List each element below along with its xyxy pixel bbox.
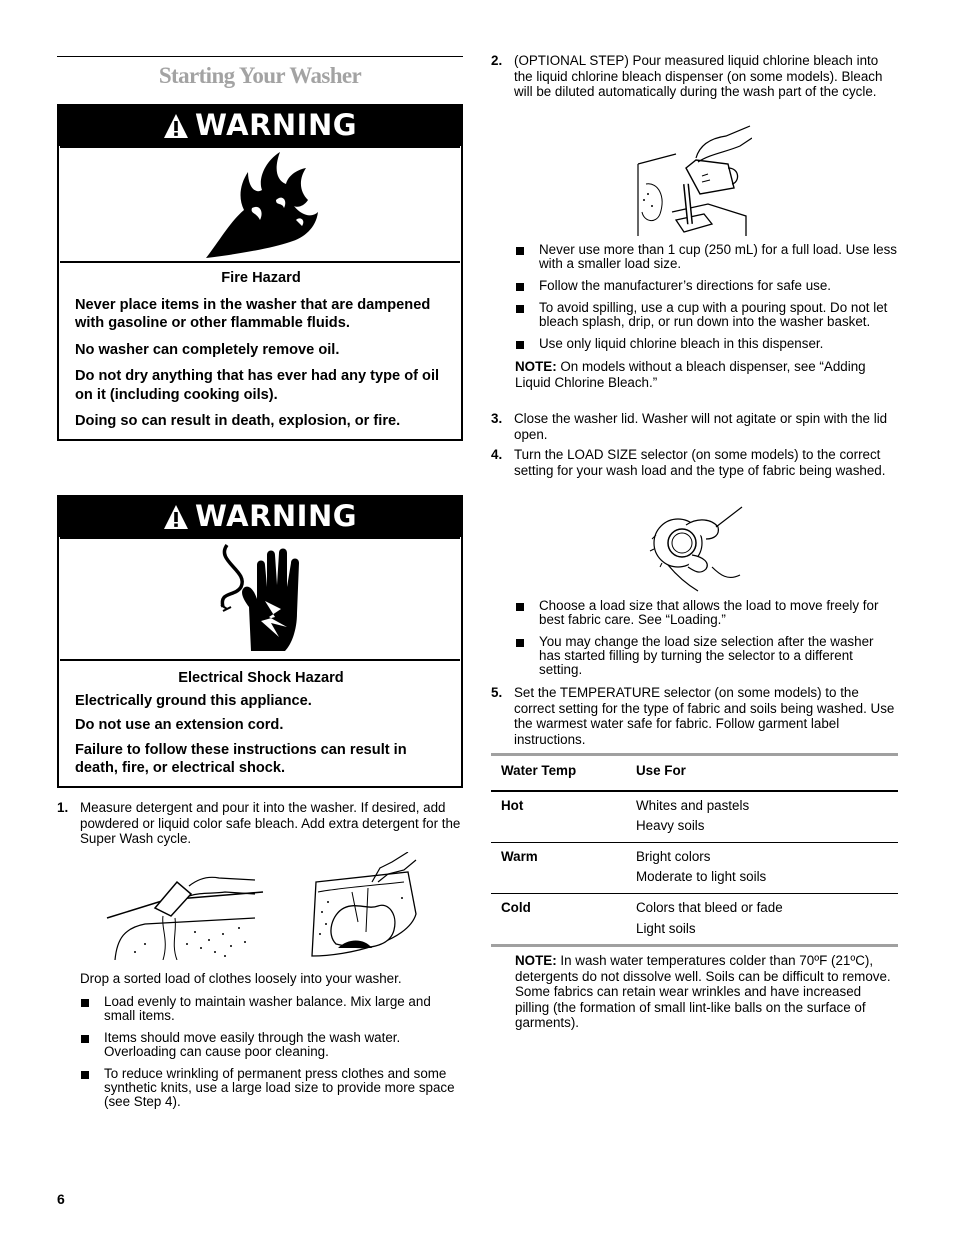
- electric-shock-hand-icon: [205, 541, 315, 657]
- table-cell-uses: [636, 900, 783, 936]
- step-item: [491, 411, 898, 442]
- step-1: [57, 800, 463, 847]
- table-cell-use: Light soils: [636, 920, 696, 936]
- bullet-item: You may change the load size selection after the washer has started filling by turning the selector to a different setting.: [515, 635, 898, 677]
- page-number: 6: [57, 1191, 65, 1207]
- fire-hazard-image: [60, 146, 460, 263]
- step-text: Close the washer lid. Washer will not agitate or spin with the lid open.: [514, 411, 888, 442]
- load-clothes-illustration: [312, 852, 416, 956]
- bullet-item: Items should move easily through the wash water. Overloading can cause poor cleaning.: [80, 1031, 463, 1059]
- warning-label: WARNING: [194, 108, 358, 143]
- shock-hazard-heading: Electrical Shock Hazard: [178, 670, 344, 686]
- step-5: [491, 685, 898, 747]
- table-header: Use For: [636, 763, 686, 778]
- flame-icon: [200, 150, 320, 260]
- section-title: Starting Your Washer: [158, 63, 362, 88]
- bullet-item: Use only liquid chlorine bleach in this dispenser.: [515, 337, 898, 351]
- table-cell-temp: Cold: [501, 899, 531, 915]
- table-cell-uses: [636, 798, 749, 834]
- warning-line: Doing so can result in death, explosion, or fire.: [75, 413, 401, 429]
- note-text: In wash water temperatures colder than 70ºF (21ºC), detergents do not dissolve well. Soils can be difficult to remove. Some fabrics can retain wear wrinkles and have increased pilling (the formation of small lint-like balls on the surface of garments).: [515, 953, 891, 1031]
- step-text: (OPTIONAL STEP) Pour measured liquid chlorine bleach into the liquid chlorine bleach dispenser (on some models). Bleach will be diluted automatically during the wash part of the cycle.: [514, 53, 883, 100]
- step-4: [491, 447, 898, 478]
- note: [515, 359, 898, 390]
- section-rule: [57, 56, 463, 57]
- shock-warning-text: [59, 661, 461, 786]
- bullet-item: Load evenly to maintain washer balance. Mix large and small items.: [80, 995, 463, 1023]
- step-item: [491, 53, 898, 100]
- warning-line: Do not dry anything that has ever had any type of oil on it (including cooking oils).: [75, 368, 440, 403]
- fire-warning-box: [57, 104, 463, 441]
- step-2-bullets: [515, 237, 898, 390]
- bullet-item: To avoid spilling, use a cup with a pouring spout. Do not let bleach splash, drip, or run down into the washer basket.: [515, 301, 898, 329]
- fire-warning-text: [59, 263, 461, 439]
- shock-warning-box: [57, 495, 463, 788]
- table-cell-uses: [636, 849, 766, 885]
- table-header: Water Temp: [501, 763, 577, 778]
- table-cell-use: Moderate to light soils: [636, 869, 767, 885]
- warning-banner: [59, 497, 461, 537]
- warning-triangle-icon: [163, 504, 189, 530]
- step-item: [491, 685, 898, 747]
- note-text: On models without a bleach dispenser, see “Adding Liquid Chlorine Bleach.”: [515, 359, 866, 390]
- load-size-knob-illustration: [648, 505, 744, 593]
- bullet-item: Never use more than 1 cup (250 mL) for a full load. Use less with a smaller load size.: [515, 243, 898, 271]
- step-number: 1.: [57, 800, 69, 815]
- warning-line: Do not use an extension cord.: [75, 717, 284, 733]
- temperature-note: [515, 953, 898, 1031]
- fire-hazard-heading: Fire Hazard: [221, 270, 301, 286]
- step-text: Turn the LOAD SIZE selector (on some models) to the correct setting for your wash load and the type of fabric being washed.: [514, 447, 886, 478]
- note-label: NOTE:: [515, 953, 557, 968]
- warning-triangle-icon: [163, 113, 189, 139]
- temperature-table: [491, 753, 898, 947]
- step-2: [491, 53, 898, 100]
- table-row: [491, 842, 898, 893]
- step-number: 3.: [491, 411, 503, 426]
- bullet-item: Choose a load size that allows the load to move freely for best fabric care. See “Loading.”: [515, 599, 898, 627]
- warning-banner: [59, 106, 461, 146]
- table-cell-temp: Warm: [501, 848, 538, 864]
- warning-line: Electrically ground this appliance.: [75, 692, 312, 709]
- warning-line: No washer can completely remove oil.: [75, 341, 340, 358]
- step-text: Measure detergent and pour it into the washer. If desired, add powdered or liquid color safe bleach. Add extra detergent for the Super Wash cycle.: [80, 800, 461, 847]
- table-cell-use: Bright colors: [636, 848, 711, 864]
- step-text: Drop a sorted load of clothes loosely into your washer.: [80, 971, 402, 986]
- note-label: NOTE:: [515, 359, 557, 374]
- table-cell-temp: Hot: [501, 797, 524, 813]
- table-row: [491, 790, 898, 842]
- step-number: 2.: [491, 53, 503, 68]
- step-4-bullets: [515, 593, 898, 677]
- table-cell-use: Colors that bleed or fade: [636, 899, 783, 915]
- warning-line: Never place items in the washer that are dampened with gasoline or other flammable fluids.: [75, 296, 431, 331]
- step-item: [491, 447, 898, 478]
- shock-hazard-image: [60, 537, 460, 661]
- step-item: [57, 800, 463, 847]
- warning-line: Failure to follow these instructions can result in death, fire, or electrical shock.: [75, 741, 407, 776]
- step-number: 5.: [491, 685, 503, 700]
- step-number: 4.: [491, 447, 503, 462]
- table-header-row: [491, 756, 898, 790]
- step-3: [491, 411, 898, 442]
- step-1-after: [80, 971, 463, 1109]
- table-cell-use: Heavy soils: [636, 818, 705, 834]
- pour-bleach-illustration: [636, 124, 752, 238]
- warning-label: WARNING: [194, 499, 358, 534]
- bullet-item: Follow the manufacturer’s directions for safe use.: [515, 279, 898, 293]
- step-text: Set the TEMPERATURE selector (on some models) to the correct setting for the type of fabric and soils being washed. Use the warmest water safe for fabric. Follow garment label instructions.: [514, 685, 895, 747]
- bullet-item: To reduce wrinkling of permanent press clothes and some synthetic knits, use a large load size to provide more space (see Step 4).: [80, 1067, 463, 1109]
- pour-detergent-illustration: [105, 848, 265, 960]
- table-cell-use: Whites and pastels: [636, 797, 750, 813]
- table-row: [491, 893, 898, 944]
